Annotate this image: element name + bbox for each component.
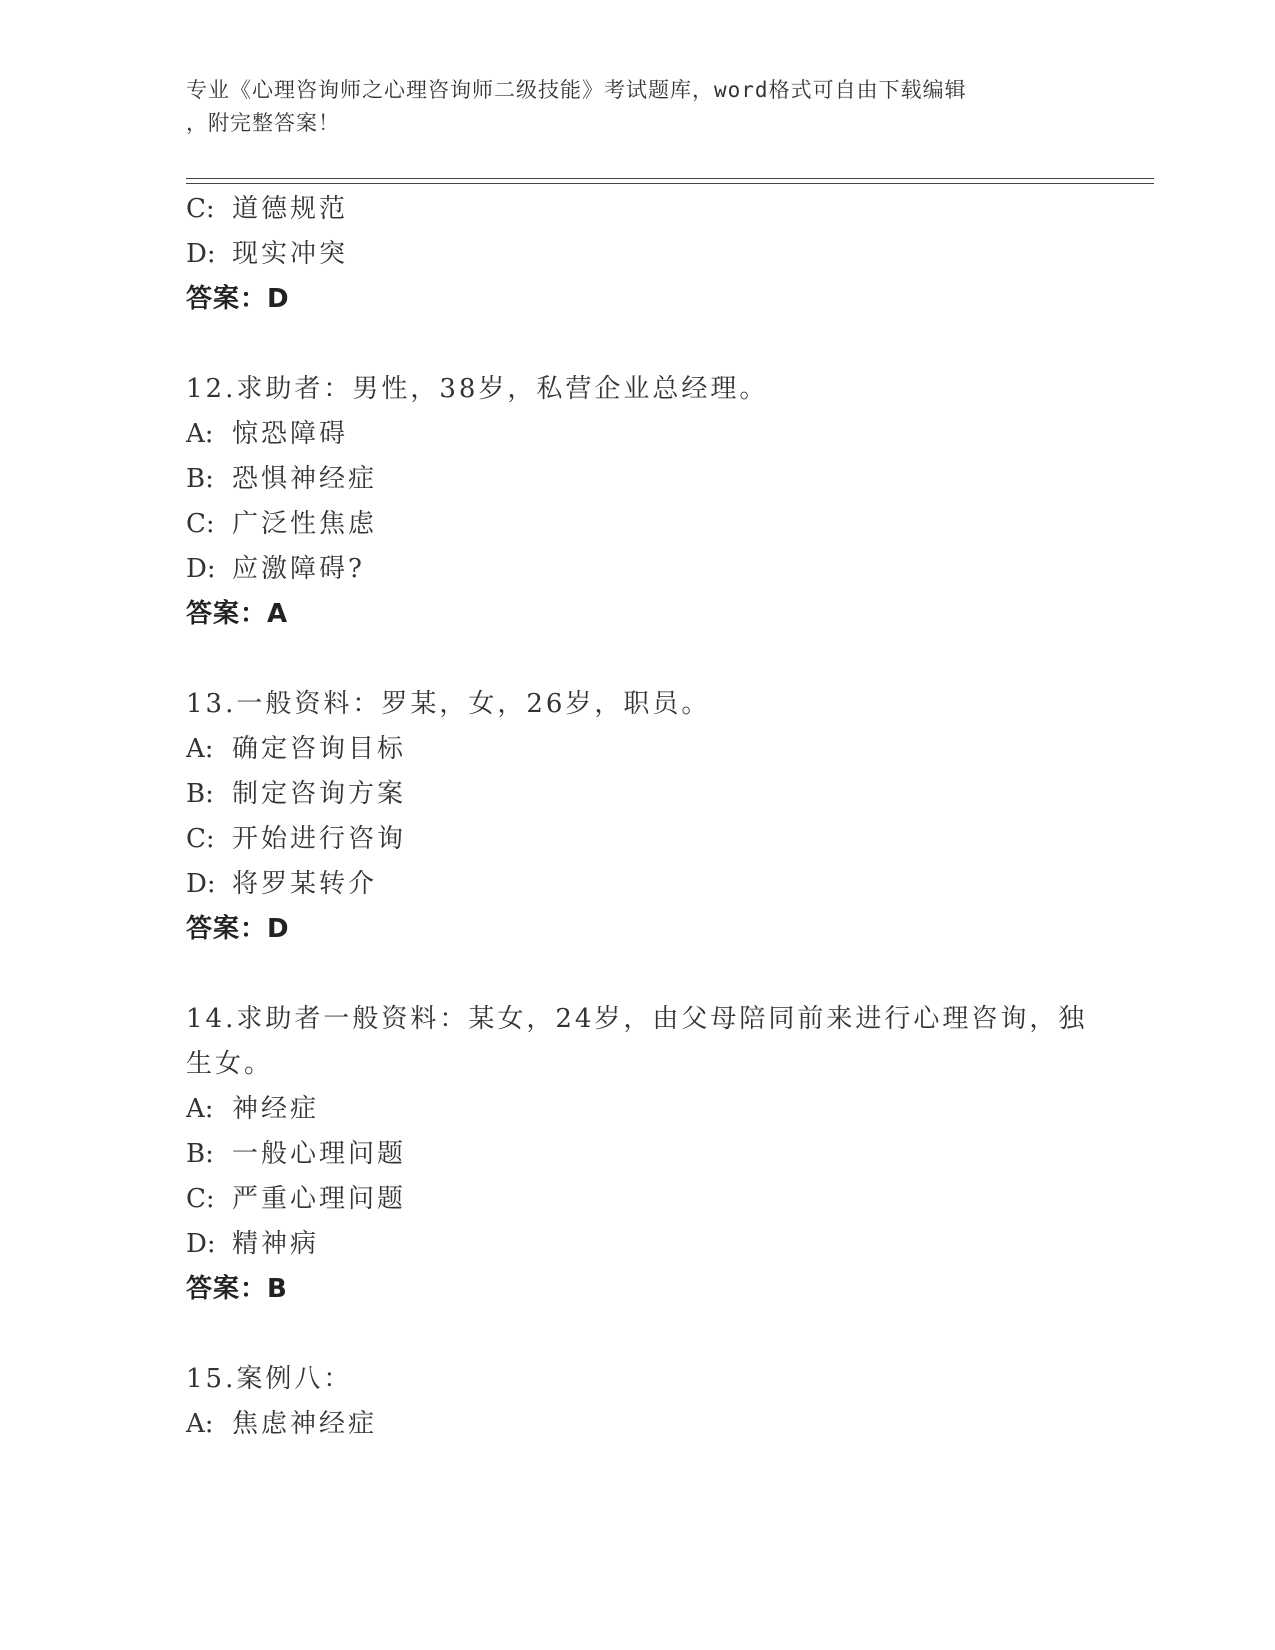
q15-stem: 15.案例八： xyxy=(186,1364,353,1394)
q11-option-c xyxy=(186,192,348,226)
q13-answer: 答案：D xyxy=(186,914,290,944)
option-mark: B: xyxy=(186,464,214,494)
option-text: 严重心理问题 xyxy=(232,1184,407,1214)
option-mark: A: xyxy=(186,1409,214,1439)
q13-option-c xyxy=(186,822,406,856)
q11-answer: 答案：D xyxy=(186,284,290,314)
q12-option-a xyxy=(186,417,348,451)
option-text: 广泛性焦虑 xyxy=(232,509,378,539)
option-text: 惊恐障碍 xyxy=(232,419,349,449)
option-text: 精神病 xyxy=(232,1229,320,1259)
q14-option-c xyxy=(186,1182,406,1216)
q13-stem: 13.一般资料：罗某，女，26岁，职员。 xyxy=(186,689,711,719)
option-mark: A: xyxy=(186,734,214,764)
option-mark: A: xyxy=(186,419,214,449)
q14-answer: 答案：B xyxy=(186,1274,288,1304)
q14-option-b xyxy=(186,1137,406,1171)
option-mark: D: xyxy=(186,239,216,269)
header-line-1: 专业《心理咨询师之心理咨询师二级技能》考试题库，word格式可自由下载编辑 xyxy=(186,78,967,102)
option-text: 制定咨询方案 xyxy=(232,779,407,809)
option-mark: C: xyxy=(186,509,215,539)
option-text: 应激障碍? xyxy=(232,554,365,584)
q13-option-d xyxy=(186,867,377,901)
option-text: 恐惧神经症 xyxy=(232,464,378,494)
option-mark: D: xyxy=(186,554,216,584)
option-text: 开始进行咨询 xyxy=(232,824,407,854)
option-mark: C: xyxy=(186,1184,215,1214)
option-text: 道德规范 xyxy=(232,194,349,224)
document-header xyxy=(186,74,1066,140)
q14-stem-line-2: 生女。 xyxy=(186,1049,274,1079)
option-mark: B: xyxy=(186,779,214,809)
option-mark: D: xyxy=(186,1229,216,1259)
q14-option-d xyxy=(186,1227,319,1261)
q11-option-d xyxy=(186,237,348,271)
q15-option-a xyxy=(186,1407,377,1441)
q12-answer: 答案：A xyxy=(186,599,289,629)
option-mark: A: xyxy=(186,1094,214,1124)
option-mark: C: xyxy=(186,194,215,224)
q12-stem: 12.求助者：男性，38岁，私营企业总经理。 xyxy=(186,374,769,404)
header-rule-bottom xyxy=(186,183,1154,184)
q12-option-c xyxy=(186,507,377,541)
q12-option-b xyxy=(186,462,377,496)
option-mark: B: xyxy=(186,1139,214,1169)
option-mark: C: xyxy=(186,824,215,854)
q13-option-b xyxy=(186,777,406,811)
option-text: 将罗某转介 xyxy=(232,869,378,899)
header-rule-top xyxy=(186,178,1154,179)
header-line-2: ，附完整答案！ xyxy=(186,111,340,135)
q14-stem-line-1: 14.求助者一般资料：某女，24岁，由父母陪同前来进行心理咨询，独 xyxy=(186,1004,1088,1034)
option-text: 神经症 xyxy=(232,1094,320,1124)
q13-option-a xyxy=(186,732,406,766)
q12-option-d xyxy=(186,552,365,586)
option-text: 焦虑神经症 xyxy=(232,1409,378,1439)
option-mark: D: xyxy=(186,869,216,899)
q14-option-a xyxy=(186,1092,319,1126)
option-text: 现实冲突 xyxy=(232,239,349,269)
option-text: 确定咨询目标 xyxy=(232,734,407,764)
option-text: 一般心理问题 xyxy=(232,1139,407,1169)
